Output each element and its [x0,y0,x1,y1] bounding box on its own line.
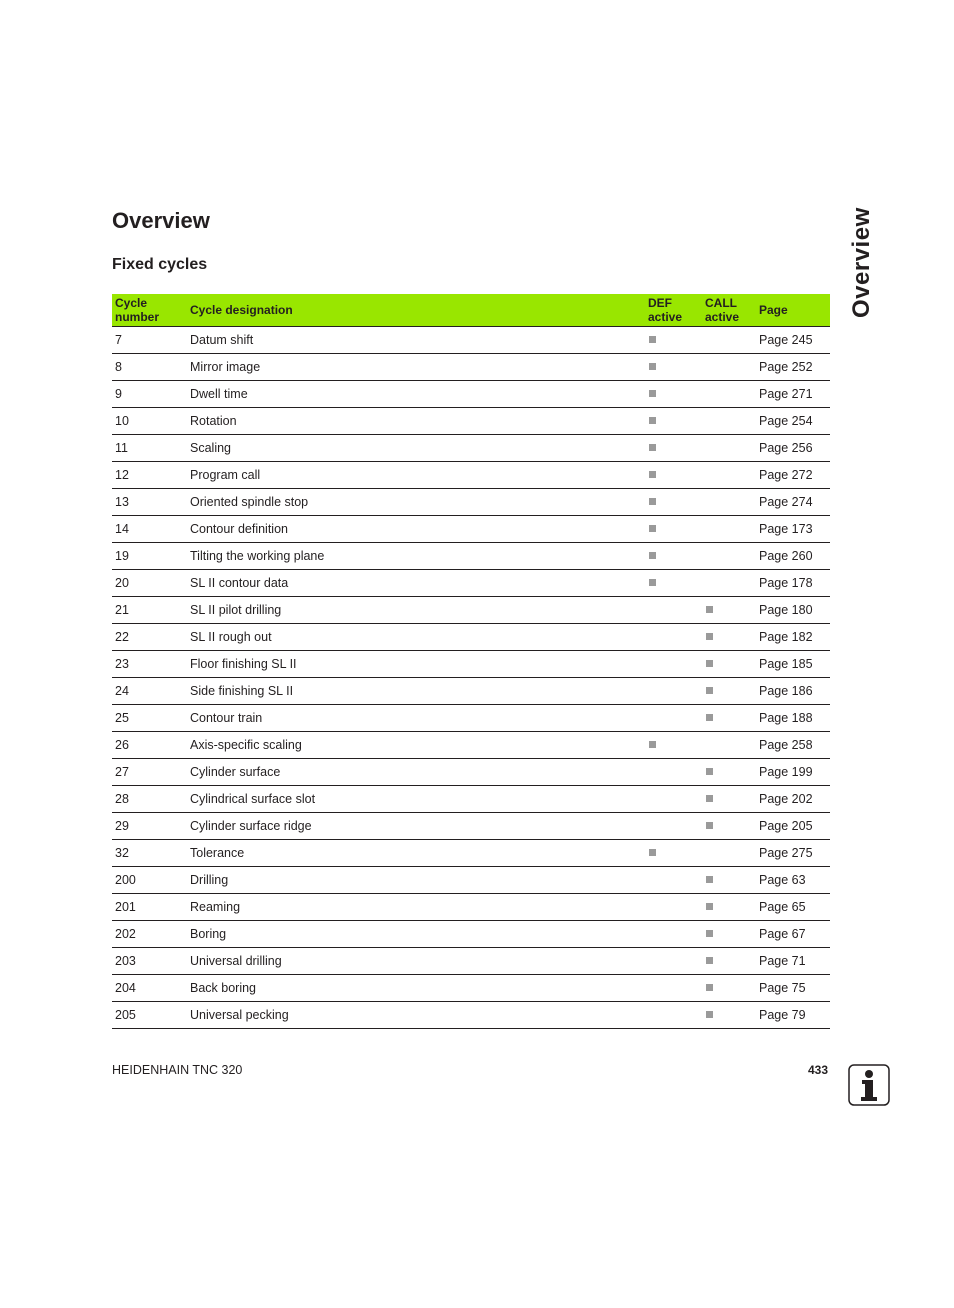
call-active-cell [702,570,756,597]
cycle-page-reference: Page 272 [756,462,830,489]
cycle-page-reference: Page 63 [756,867,830,894]
call-active-marker [706,633,713,640]
call-active-marker [706,606,713,613]
cycle-designation: Reaming [187,894,645,921]
cycle-page-reference: Page 188 [756,705,830,732]
cycle-page-reference: Page 260 [756,543,830,570]
table-row [112,408,830,435]
cycle-number: 27 [112,759,187,786]
table-row [112,732,830,759]
cycle-number: 20 [112,570,187,597]
header-call-l2: active [705,310,740,324]
def-active-cell [645,651,702,678]
def-active-cell [645,327,702,354]
table-row [112,840,830,867]
call-active-marker [706,903,713,910]
cycle-designation: Universal drilling [187,948,645,975]
call-active-cell [702,705,756,732]
def-active-cell [645,435,702,462]
table-row [112,651,830,678]
call-active-marker [706,1011,713,1018]
def-active-cell [645,705,702,732]
def-active-marker [649,579,656,586]
def-active-cell [645,597,702,624]
cycle-page-reference: Page 275 [756,840,830,867]
cycle-number: 24 [112,678,187,705]
cycle-page-reference: Page 185 [756,651,830,678]
table-row [112,975,830,1002]
cycle-number: 19 [112,543,187,570]
table-row [112,624,830,651]
cycle-number: 10 [112,408,187,435]
header-call-active [702,294,756,327]
table-row [112,597,830,624]
call-active-cell [702,921,756,948]
table-row [112,948,830,975]
table-row [112,489,830,516]
cycle-page-reference: Page 186 [756,678,830,705]
header-def-l1: DEF [648,296,672,310]
def-active-cell [645,759,702,786]
call-active-marker [706,687,713,694]
table-row [112,462,830,489]
def-active-marker [649,525,656,532]
table-row [112,435,830,462]
table-row [112,921,830,948]
cycle-designation: SL II contour data [187,570,645,597]
cycle-designation: Universal pecking [187,1002,645,1029]
cycle-page-reference: Page 205 [756,813,830,840]
cycle-number: 23 [112,651,187,678]
header-cycle-number-l1: Cycle [115,296,148,310]
section-title: Fixed cycles [112,256,208,273]
call-active-marker [706,957,713,964]
table-row [112,516,830,543]
cycle-designation: Mirror image [187,354,645,381]
def-active-cell [645,516,702,543]
cycle-page-reference: Page 75 [756,975,830,1002]
call-active-cell [702,759,756,786]
cycle-number: 200 [112,867,187,894]
call-active-cell [702,489,756,516]
def-active-cell [645,462,702,489]
info-icon [848,1064,890,1106]
def-active-cell [645,543,702,570]
fixed-cycles-table [112,294,830,1029]
call-active-marker [706,795,713,802]
table-row [112,543,830,570]
call-active-cell [702,894,756,921]
call-active-cell [702,975,756,1002]
def-active-marker [649,741,656,748]
def-active-cell [645,867,702,894]
header-cycle-number-l2: number [115,310,160,324]
cycle-designation: Back boring [187,975,645,1002]
call-active-marker [706,714,713,721]
def-active-cell [645,948,702,975]
call-active-cell [702,543,756,570]
table-row [112,813,830,840]
def-active-marker [649,471,656,478]
cycle-number: 22 [112,624,187,651]
def-active-marker [649,498,656,505]
cycle-number: 9 [112,381,187,408]
cycle-page-reference: Page 79 [756,1002,830,1029]
cycle-page-reference: Page 199 [756,759,830,786]
call-active-cell [702,840,756,867]
cycle-designation: Drilling [187,867,645,894]
table-row [112,894,830,921]
cycle-number: 205 [112,1002,187,1029]
cycle-number: 26 [112,732,187,759]
def-active-cell [645,975,702,1002]
cycle-number: 201 [112,894,187,921]
header-def-l2: active [648,310,683,324]
cycle-page-reference: Page 65 [756,894,830,921]
def-active-cell [645,732,702,759]
table-row [112,759,830,786]
cycle-page-reference: Page 271 [756,381,830,408]
cycle-designation: Contour train [187,705,645,732]
cycle-designation: Side finishing SL II [187,678,645,705]
cycle-designation: Boring [187,921,645,948]
cycle-designation: SL II pilot drilling [187,597,645,624]
header-page: Page [756,294,830,327]
def-active-marker [649,552,656,559]
cycle-number: 7 [112,327,187,354]
cycle-designation: Cylinder surface [187,759,645,786]
def-active-cell [645,570,702,597]
cycle-designation: Dwell time [187,381,645,408]
cycle-page-reference: Page 202 [756,786,830,813]
cycle-number: 25 [112,705,187,732]
def-active-cell [645,489,702,516]
cycle-number: 203 [112,948,187,975]
cycle-page-reference: Page 178 [756,570,830,597]
cycle-designation: Program call [187,462,645,489]
def-active-marker [649,336,656,343]
cycle-number: 8 [112,354,187,381]
cycle-designation: Tolerance [187,840,645,867]
cycle-number: 21 [112,597,187,624]
cycle-designation: Datum shift [187,327,645,354]
cycle-designation: Tilting the working plane [187,543,645,570]
header-cycle-number [112,294,187,327]
def-active-cell [645,624,702,651]
call-active-cell [702,786,756,813]
call-active-cell [702,381,756,408]
call-active-cell [702,354,756,381]
cycle-page-reference: Page 173 [756,516,830,543]
cycle-number: 29 [112,813,187,840]
cycle-designation: Axis-specific scaling [187,732,645,759]
table-row [112,381,830,408]
call-active-cell [702,624,756,651]
def-active-cell [645,786,702,813]
call-active-cell [702,462,756,489]
call-active-cell [702,813,756,840]
call-active-marker [706,930,713,937]
header-cycle-designation: Cycle designation [187,294,645,327]
def-active-cell [645,408,702,435]
cycle-number: 28 [112,786,187,813]
call-active-cell [702,435,756,462]
cycle-designation: Scaling [187,435,645,462]
cycle-number: 12 [112,462,187,489]
call-active-cell [702,867,756,894]
call-active-cell [702,327,756,354]
def-active-cell [645,381,702,408]
footer-page-number: 433 [808,1063,829,1077]
def-active-cell [645,813,702,840]
cycle-designation: Floor finishing SL II [187,651,645,678]
cycle-number: 32 [112,840,187,867]
def-active-cell [645,921,702,948]
cycle-page-reference: Page 71 [756,948,830,975]
table-body [112,327,830,1029]
cycle-page-reference: Page 256 [756,435,830,462]
cycle-designation: SL II rough out [187,624,645,651]
cycle-page-reference: Page 258 [756,732,830,759]
call-active-marker [706,822,713,829]
table-row [112,1002,830,1029]
cycle-page-reference: Page 245 [756,327,830,354]
table-row [112,570,830,597]
call-active-cell [702,516,756,543]
call-active-cell [702,1002,756,1029]
cycle-designation: Cylindrical surface slot [187,786,645,813]
def-active-marker [649,849,656,856]
def-active-marker [649,390,656,397]
def-active-marker [649,444,656,451]
table-row [112,867,830,894]
def-active-cell [645,840,702,867]
table-row [112,705,830,732]
cycle-designation: Oriented spindle stop [187,489,645,516]
table-row [112,327,830,354]
side-tab-label: Overview [848,207,875,318]
def-active-cell [645,678,702,705]
cycle-number: 204 [112,975,187,1002]
cycle-designation: Rotation [187,408,645,435]
call-active-cell [702,678,756,705]
def-active-marker [649,417,656,424]
cycle-number: 202 [112,921,187,948]
call-active-marker [706,768,713,775]
table-row [112,678,830,705]
def-active-cell [645,894,702,921]
call-active-marker [706,984,713,991]
def-active-marker [649,363,656,370]
cycle-number: 13 [112,489,187,516]
cycle-designation: Contour definition [187,516,645,543]
page-title: Overview [112,208,210,233]
call-active-marker [706,660,713,667]
header-def-active [645,294,702,327]
def-active-cell [645,354,702,381]
cycle-page-reference: Page 252 [756,354,830,381]
call-active-cell [702,597,756,624]
cycle-number: 14 [112,516,187,543]
call-active-cell [702,651,756,678]
header-call-l1: CALL [705,296,737,310]
footer-product-name: HEIDENHAIN TNC 320 [112,1063,243,1077]
def-active-cell [645,1002,702,1029]
cycle-page-reference: Page 180 [756,597,830,624]
call-active-marker [706,876,713,883]
cycle-page-reference: Page 274 [756,489,830,516]
call-active-cell [702,408,756,435]
cycle-page-reference: Page 67 [756,921,830,948]
call-active-cell [702,732,756,759]
table-row [112,354,830,381]
cycle-number: 11 [112,435,187,462]
table-header-row [112,294,830,327]
cycle-page-reference: Page 254 [756,408,830,435]
table-row [112,786,830,813]
cycle-page-reference: Page 182 [756,624,830,651]
cycle-designation: Cylinder surface ridge [187,813,645,840]
call-active-cell [702,948,756,975]
